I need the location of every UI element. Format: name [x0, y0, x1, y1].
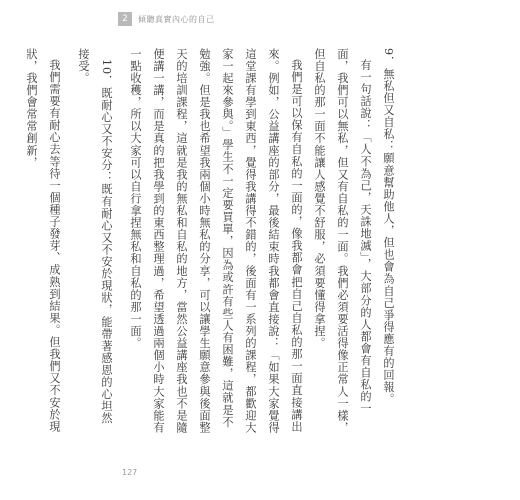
- paragraph: 我們是可以保有自私的一面的，像我都會把自己自私的那一面直接講出來。例如，公益講座的部分，最後結束時我都會直接說：「如果大家覺得這堂課有學到東西，覺得我講得不錯的，後面有一系列的課程，都歡迎大家一起來參與。」學生不一定要買單，因為或許有些人有困難，這就是不勉強。但是我也希望我兩個小時無私的分享，可以讓學生願意參與後面整天的培訓課程，這就是我的無私和自私的地方，當然公益講座我也不是隨便講一講，而是真的把我學到的東西整理過，希望透過兩個小時大家能有一點收穫，所以大家可以自行拿捏無私和自私的那一面。: [129, 48, 303, 434]
- heading-10: 10．既耐心又不安分：既有耐心又不安於現狀，能帶著感恩的心坦然接受。: [77, 48, 113, 425]
- running-title: 傾聽真實內心的自己: [138, 14, 215, 24]
- running-header: [118, 12, 215, 26]
- body-text: [25, 48, 400, 436]
- chapter-number-badge: 2: [118, 12, 132, 26]
- paragraph: 我們需要有耐心去等待一個種子發芽、成熟到結果。但我們又不安於現狀，我們會常常創新，: [25, 48, 61, 433]
- page-number: 127: [122, 468, 138, 477]
- heading-9: 9．無私但又自私：願意幫助他人，但也會為自己爭得應有的回報。: [382, 48, 395, 406]
- paragraph: 有一句話說：「人不為己，天誅地滅」，大部分的人都會有自私的一面，我們可以無私，但又有自私的一面。我們必須要活得像正常人一樣，但自私的那一面不能讓人感覺不舒服，必須要懂得拿捏。: [313, 48, 372, 434]
